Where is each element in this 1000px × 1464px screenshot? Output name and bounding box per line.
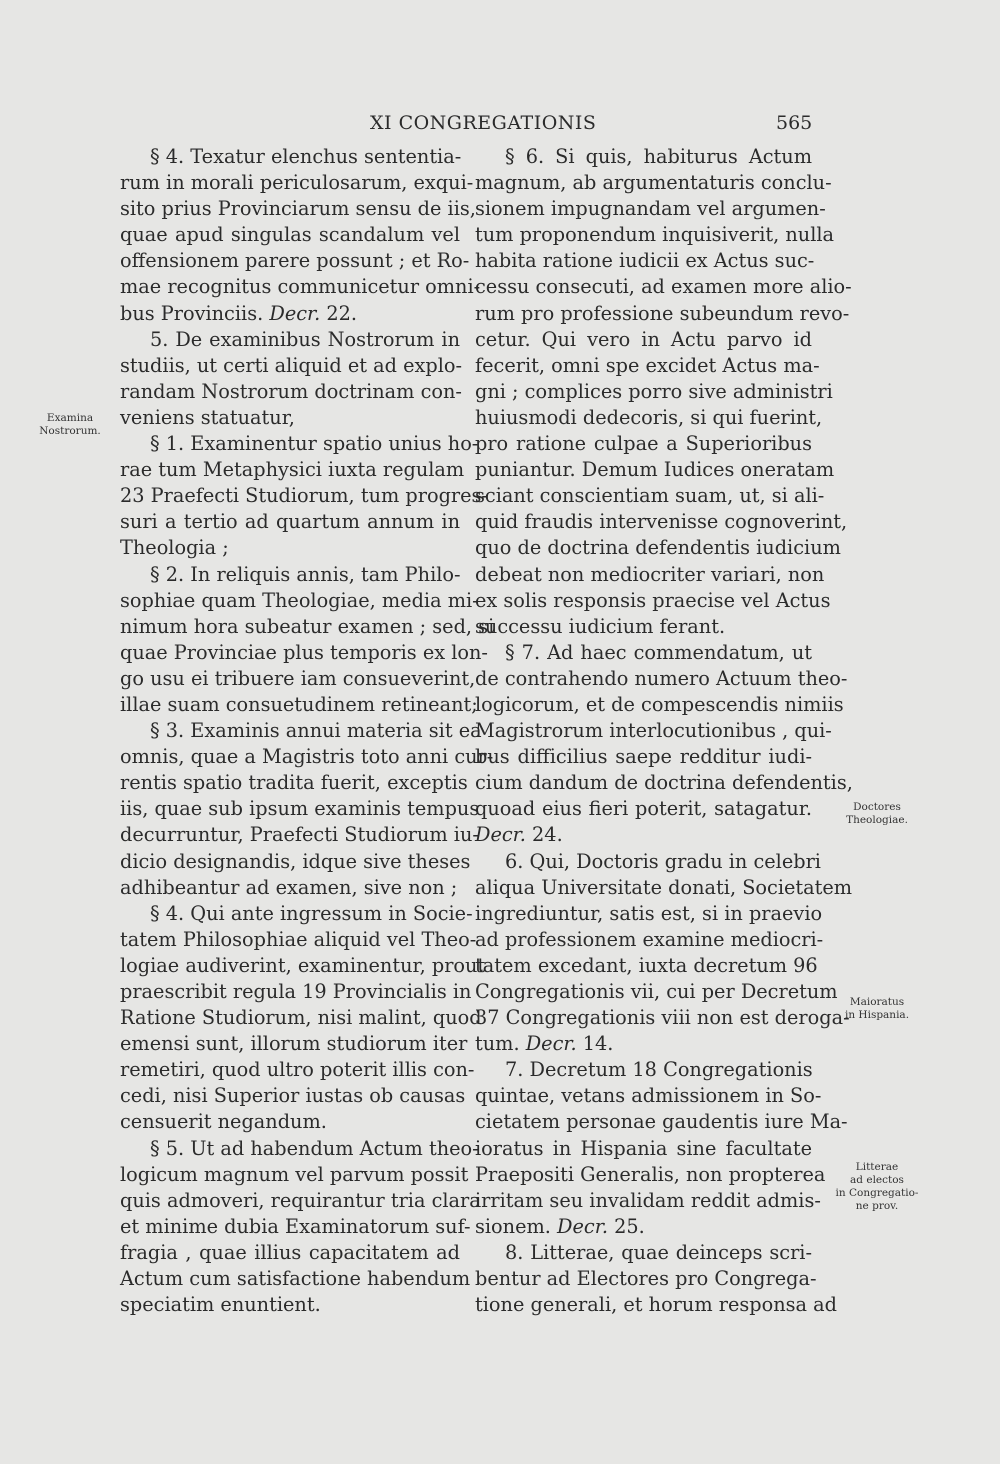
text-line: § 4. Texatur elenchus sententia-	[150, 145, 462, 168]
text-line: cetur. Qui vero in Actu parvo id	[475, 327, 812, 351]
text-line: tum proponendum inquisiverit, nulla	[475, 223, 835, 247]
text-line: sciant conscientiam suam, ut, si ali-	[475, 484, 825, 508]
text-line: sionem. Decr. 25.	[475, 1214, 645, 1238]
text-line: ioratus in Hispania sine facultate	[475, 1136, 812, 1160]
text-line: Theologia ;	[120, 536, 229, 560]
text-line: § 3. Examinis annui materia sit ea	[150, 719, 482, 743]
text-line: ingrediuntur, satis est, si in praevio	[475, 901, 823, 925]
sidenote-line: in Hispania.	[844, 1009, 910, 1021]
text-line: dicio designandis, idque sive theses	[120, 849, 471, 873]
text-line: § 6. Si quis, habiturus Actum	[505, 145, 812, 168]
text-line: cietatem personae gaudentis iure Ma-	[475, 1110, 848, 1134]
text-line: Ratione Studiorum, nisi malint, quod	[120, 1006, 482, 1030]
text-line: randam Nostrorum doctrinam con-	[120, 379, 462, 403]
sidenote-line: Litterae	[855, 1161, 899, 1173]
text-line: fecerit, omni spe excidet Actus ma-	[475, 353, 820, 377]
text-line: rentis spatio tradita fuerit, exceptis	[120, 771, 468, 795]
text-line: ex solis responsis praecise vel Actus	[475, 588, 831, 612]
page-header	[0, 112, 1000, 142]
text-line: veniens statuatur,	[120, 405, 295, 429]
text-line: remetiri, quod ultro poterit illis con-	[120, 1058, 475, 1082]
running-title: XI CONGREGATIONIS	[370, 112, 597, 134]
sidenote-line: Examina	[46, 412, 94, 424]
text-line: bus difficilius saepe redditur iudi-	[475, 745, 812, 769]
text-line: quid fraudis intervenisse cognoverint,	[475, 510, 848, 534]
text-line: magnum, ab argumentaturis conclu-	[475, 171, 832, 195]
text-line: quo de doctrina defendentis iudicium	[475, 536, 841, 560]
text-line: § 7. Ad haec commendatum, ut	[505, 640, 812, 664]
left-text-column	[120, 144, 495, 1318]
text-line: 6. Qui, Doctoris gradu in celebri	[505, 849, 821, 873]
sidenote-doctores-theologiae	[822, 801, 932, 827]
text-line: logicum magnum vel parvum possit	[120, 1162, 469, 1186]
text-line: irritam seu invalidam reddit admis-	[475, 1188, 821, 1212]
text-line: tatem excedant, iuxta decretum 96	[475, 953, 818, 977]
text-line: habita ratione iudicii ex Actus suc-	[475, 249, 815, 273]
text-line: 7. Decretum 18 Congregationis	[505, 1058, 813, 1082]
text-line: huiusmodi dedecoris, si qui fuerint,	[475, 405, 823, 429]
page-number: 565	[776, 112, 813, 134]
text-line: 37 Congregationis viii non est deroga-	[475, 1006, 850, 1030]
text-line: Decr. 24.	[475, 823, 563, 847]
text-line: omnis, quae a Magistris toto anni cur-	[120, 745, 494, 769]
text-line: quae Provinciae plus temporis ex lon-	[120, 640, 488, 664]
text-line: aliqua Universitate donati, Societatem	[475, 875, 853, 899]
text-line: censuerit negandum.	[120, 1110, 327, 1134]
text-line: quoad eius fieri poterit, satagatur.	[475, 797, 812, 821]
text-line: quis admoveri, requirantur tria clara	[120, 1188, 481, 1212]
text-line: quae apud singulas scandalum vel	[120, 223, 460, 247]
text-line: speciatim enuntient.	[120, 1293, 321, 1317]
sidenote-line: ne prov.	[855, 1200, 899, 1212]
text-line: § 4. Qui ante ingressum in Socie-	[150, 901, 473, 925]
text-line: adhibeantur ad examen, sive non ;	[120, 875, 458, 899]
text-line: rae tum Metaphysici iuxta regulam	[120, 458, 465, 482]
text-line: sophiae quam Theologiae, media mi-	[120, 588, 479, 612]
sidenote-line: Doctores	[853, 801, 901, 813]
text-line: logicorum, et de compescendis nimiis	[475, 692, 844, 716]
text-line: emensi sunt, illorum studiorum iter	[120, 1032, 468, 1056]
sidenote-line: Theologiae.	[846, 814, 908, 826]
text-line: tatem Philosophiae aliquid vel Theo-	[120, 927, 477, 951]
text-line: Congregationis vii, cui per Decretum	[475, 980, 838, 1003]
text-line: 23 Praefecti Studiorum, tum progres-	[120, 484, 488, 508]
text-line: 5. De examinibus Nostrorum in	[150, 327, 460, 351]
text-line: 8. Litterae, quae deinceps scri-	[505, 1240, 812, 1264]
text-line: decurruntur, Praefecti Studiorum iu-	[120, 823, 479, 847]
text-line: quintae, vetans admissionem in So-	[475, 1084, 822, 1108]
text-line: fragia , quae illius capacitatem ad	[120, 1240, 460, 1264]
sidenote-line: ad electos	[850, 1174, 904, 1186]
text-line: mae recognitus communicetur omni-	[120, 275, 481, 299]
text-line: illae suam consuetudinem retineant;	[120, 692, 478, 716]
text-line: puniantur. Demum Iudices oneratam	[475, 458, 835, 482]
text-line: go usu ei tribuere iam consueverint,	[120, 666, 476, 690]
text-line: gni ; complices porro sive administri	[475, 379, 833, 403]
text-line: de contrahendo numero Actuum theo-	[475, 666, 848, 690]
text-line: § 5. Ut ad habendum Actum theo-	[150, 1136, 479, 1160]
sidenote-line: in Congregatio-	[835, 1187, 919, 1199]
text-line: offensionem parere possunt ; et Ro-	[120, 249, 470, 273]
sidenote-litterae-ad-electos	[822, 1161, 932, 1213]
text-line: Praepositi Generalis, non propterea	[475, 1162, 826, 1186]
text-line: et minime dubia Examinatorum suf-	[120, 1214, 471, 1238]
text-line: Magistrorum interlocutionibus , qui-	[475, 719, 832, 743]
text-line: iis, quae sub ipsum examinis tempus	[120, 797, 480, 821]
text-line: cedi, nisi Superior iustas ob causas	[120, 1084, 466, 1108]
text-line: tione generali, et horum responsa ad	[475, 1293, 837, 1317]
text-line: nimum hora subeatur examen ; sed, si	[120, 614, 495, 638]
text-line: successu iudicium ferant.	[475, 614, 726, 638]
sidenote-examina-nostrorum	[22, 412, 118, 438]
text-line: Actum cum satisfactione habendum	[120, 1267, 471, 1291]
text-line: § 1. Examinentur spatio unius ho-	[150, 432, 479, 456]
text-line: bentur ad Electores pro Congrega-	[475, 1267, 817, 1291]
sidenote-line: Nostrorum.	[39, 425, 101, 437]
text-line: cessu consecuti, ad examen more alio-	[475, 275, 852, 299]
text-line: rum pro professione subeundum revo-	[475, 301, 850, 325]
text-line: praescribit regula 19 Provincialis in	[120, 980, 472, 1003]
text-line: cium dandum de doctrina defendentis,	[475, 771, 853, 795]
text-line: ad professionem examine mediocri-	[475, 927, 824, 951]
text-line: rum in morali periculosarum, exqui-	[120, 171, 474, 195]
text-line: logiae audiverint, examinentur, prout	[120, 953, 486, 977]
text-line: suri a tertio ad quartum annum in	[120, 510, 460, 534]
text-line: studiis, ut certi aliquid et ad explo-	[120, 353, 463, 377]
sidenote-maioratus-in-hispania	[822, 996, 932, 1022]
text-line: sito prius Provinciarum sensu de iis,	[120, 197, 476, 221]
text-line: debeat non mediocriter variari, non	[475, 562, 825, 586]
text-line: tum. Decr. 14.	[475, 1032, 614, 1056]
text-line: pro ratione culpae a Superioribus	[475, 432, 812, 456]
right-text-column	[475, 144, 853, 1318]
sidenote-line: Maioratus	[849, 996, 905, 1008]
text-line: sionem impugnandam vel argumen-	[475, 197, 826, 221]
text-line: § 2. In reliquis annis, tam Philo-	[150, 562, 461, 586]
text-line: bus Provinciis. Decr. 22.	[120, 301, 358, 325]
